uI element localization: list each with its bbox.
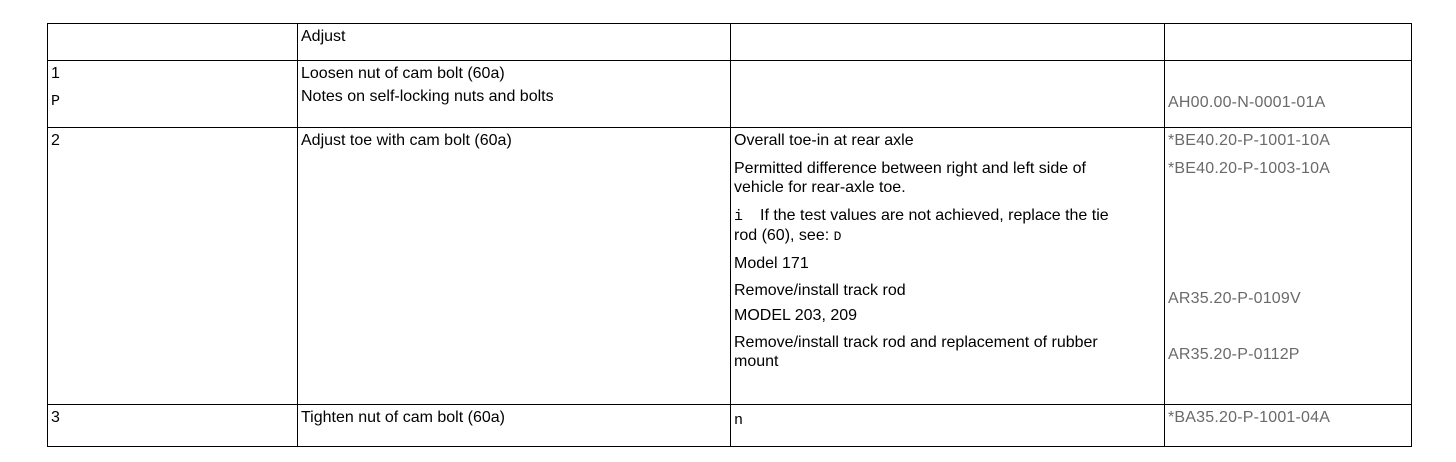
document-link-icon[interactable]: D [833, 229, 842, 244]
header-col-ref [1165, 24, 1412, 61]
model-item-link[interactable]: Remove/install track rod [734, 282, 906, 299]
table-row [48, 405, 1412, 447]
reference-link[interactable]: *BE40.20-P-1003-10A [1168, 160, 1331, 177]
reference-link[interactable]: *BA35.20-P-1001-04A [1168, 409, 1331, 426]
info-icon: i [734, 208, 744, 225]
detail-cell [731, 128, 1165, 405]
action-text: Tighten nut of cam bolt (60a) [301, 409, 505, 426]
ref-cell [1165, 405, 1412, 447]
table-row [48, 61, 1412, 128]
step-number: 2 [51, 132, 60, 149]
procedure-table [47, 23, 1412, 447]
ref-cell [1165, 61, 1412, 128]
header-col-action [298, 24, 731, 61]
protection-icon: P [51, 93, 61, 110]
header-col-step [48, 24, 298, 61]
detail-cell [731, 61, 1165, 128]
header-adjust-label: Adjust [301, 28, 346, 45]
tightening-torque-icon[interactable]: n [734, 412, 744, 429]
reference-link[interactable]: *BE40.20-P-1001-10A [1168, 132, 1331, 149]
detail-cell [731, 405, 1165, 447]
action-note-link[interactable]: Notes on self-locking nuts and bolts [301, 88, 554, 105]
reference-link[interactable]: AH00.00-N-0001-01A [1168, 94, 1326, 111]
step-cell [48, 61, 298, 128]
note-text: If the test values are not achieved, replace the tie rod (60), see: [734, 207, 1109, 244]
model-heading: Model 171 [734, 255, 809, 272]
action-text: Adjust toe with cam bolt (60a) [301, 132, 512, 149]
detail-text: Permitted difference between right and left side of vehicle for rear-axle toe. [734, 160, 1086, 196]
note-block [734, 206, 1124, 246]
table-header-row [48, 24, 1412, 61]
reference-link[interactable]: AR35.20-P-0112P [1168, 346, 1300, 363]
action-cell [298, 61, 731, 128]
model-heading: MODEL 203, 209 [734, 307, 858, 324]
step-cell [48, 128, 298, 405]
header-col-detail [731, 24, 1165, 61]
ref-cell [1165, 128, 1412, 405]
step-cell [48, 405, 298, 447]
step-number: 3 [51, 409, 60, 426]
action-cell [298, 405, 731, 447]
detail-text: Overall toe-in at rear axle [734, 132, 914, 149]
table-row [48, 128, 1412, 405]
step-number: 1 [51, 65, 60, 82]
action-text: Loosen nut of cam bolt (60a) [301, 65, 505, 82]
reference-link[interactable]: AR35.20-P-0109V [1168, 290, 1301, 307]
model-item-link[interactable]: Remove/install track rod and replacement of rubber mount [734, 334, 1098, 370]
action-cell [298, 128, 731, 405]
